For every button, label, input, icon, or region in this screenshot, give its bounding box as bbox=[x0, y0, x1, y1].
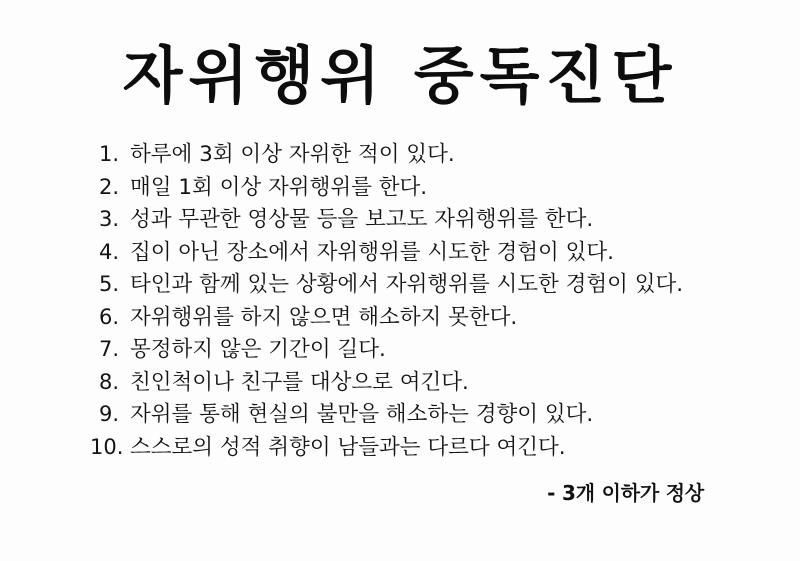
list-item-number: 3. bbox=[98, 207, 119, 232]
list-item-number: 1. bbox=[98, 142, 119, 167]
list-item-label: 타인과 함께 있는 상황에서 자위행위를 시도한 경험이 있다. bbox=[130, 272, 684, 298]
list-item-label: 몽정하지 않은 기간이 길다. bbox=[130, 337, 386, 363]
list-item-number: 9. bbox=[98, 402, 119, 427]
list-item-number: 10. bbox=[90, 434, 124, 459]
list-item bbox=[90, 400, 710, 431]
list-item bbox=[90, 270, 710, 301]
list-item bbox=[90, 368, 710, 399]
list-item bbox=[90, 335, 710, 366]
list-item-number: 8. bbox=[98, 369, 119, 394]
list-item-number: 4. bbox=[98, 239, 119, 264]
list-item-label: 하루에 3회 이상 자위한 적이 있다. bbox=[130, 142, 455, 168]
checklist-container bbox=[0, 118, 800, 465]
list-item-label: 친인척이나 친구를 대상으로 여긴다. bbox=[130, 369, 469, 395]
list-item-number: 7. bbox=[98, 337, 119, 362]
list-item bbox=[90, 173, 710, 204]
checklist bbox=[90, 140, 710, 465]
list-item-label: 자위를 통해 현실의 불만을 해소하는 경향이 있다. bbox=[130, 402, 594, 428]
list-item bbox=[90, 140, 710, 171]
list-item-label: 성과 무관한 영상물 등을 보고도 자위행위를 한다. bbox=[130, 207, 594, 233]
list-item-number: 5. bbox=[98, 272, 119, 297]
list-item-number: 6. bbox=[98, 304, 119, 329]
list-item-label: 매일 1회 이상 자위행위를 한다. bbox=[130, 174, 428, 200]
list-item-number: 2. bbox=[98, 174, 119, 199]
list-item bbox=[90, 433, 710, 464]
footnote: - 3개 이하가 정상 bbox=[547, 481, 704, 505]
list-item-label: 스스로의 성적 취향이 남들과는 다르다 여긴다. bbox=[130, 434, 566, 460]
list-item bbox=[90, 303, 710, 334]
list-item bbox=[90, 238, 710, 269]
list-item bbox=[90, 205, 710, 236]
list-item-label: 자위행위를 하지 않으면 해소하지 못한다. bbox=[130, 304, 518, 330]
page-title: 자위행위 중독진단 bbox=[122, 39, 678, 112]
list-item-label: 집이 아닌 장소에서 자위행위를 시도한 경험이 있다. bbox=[130, 239, 614, 265]
